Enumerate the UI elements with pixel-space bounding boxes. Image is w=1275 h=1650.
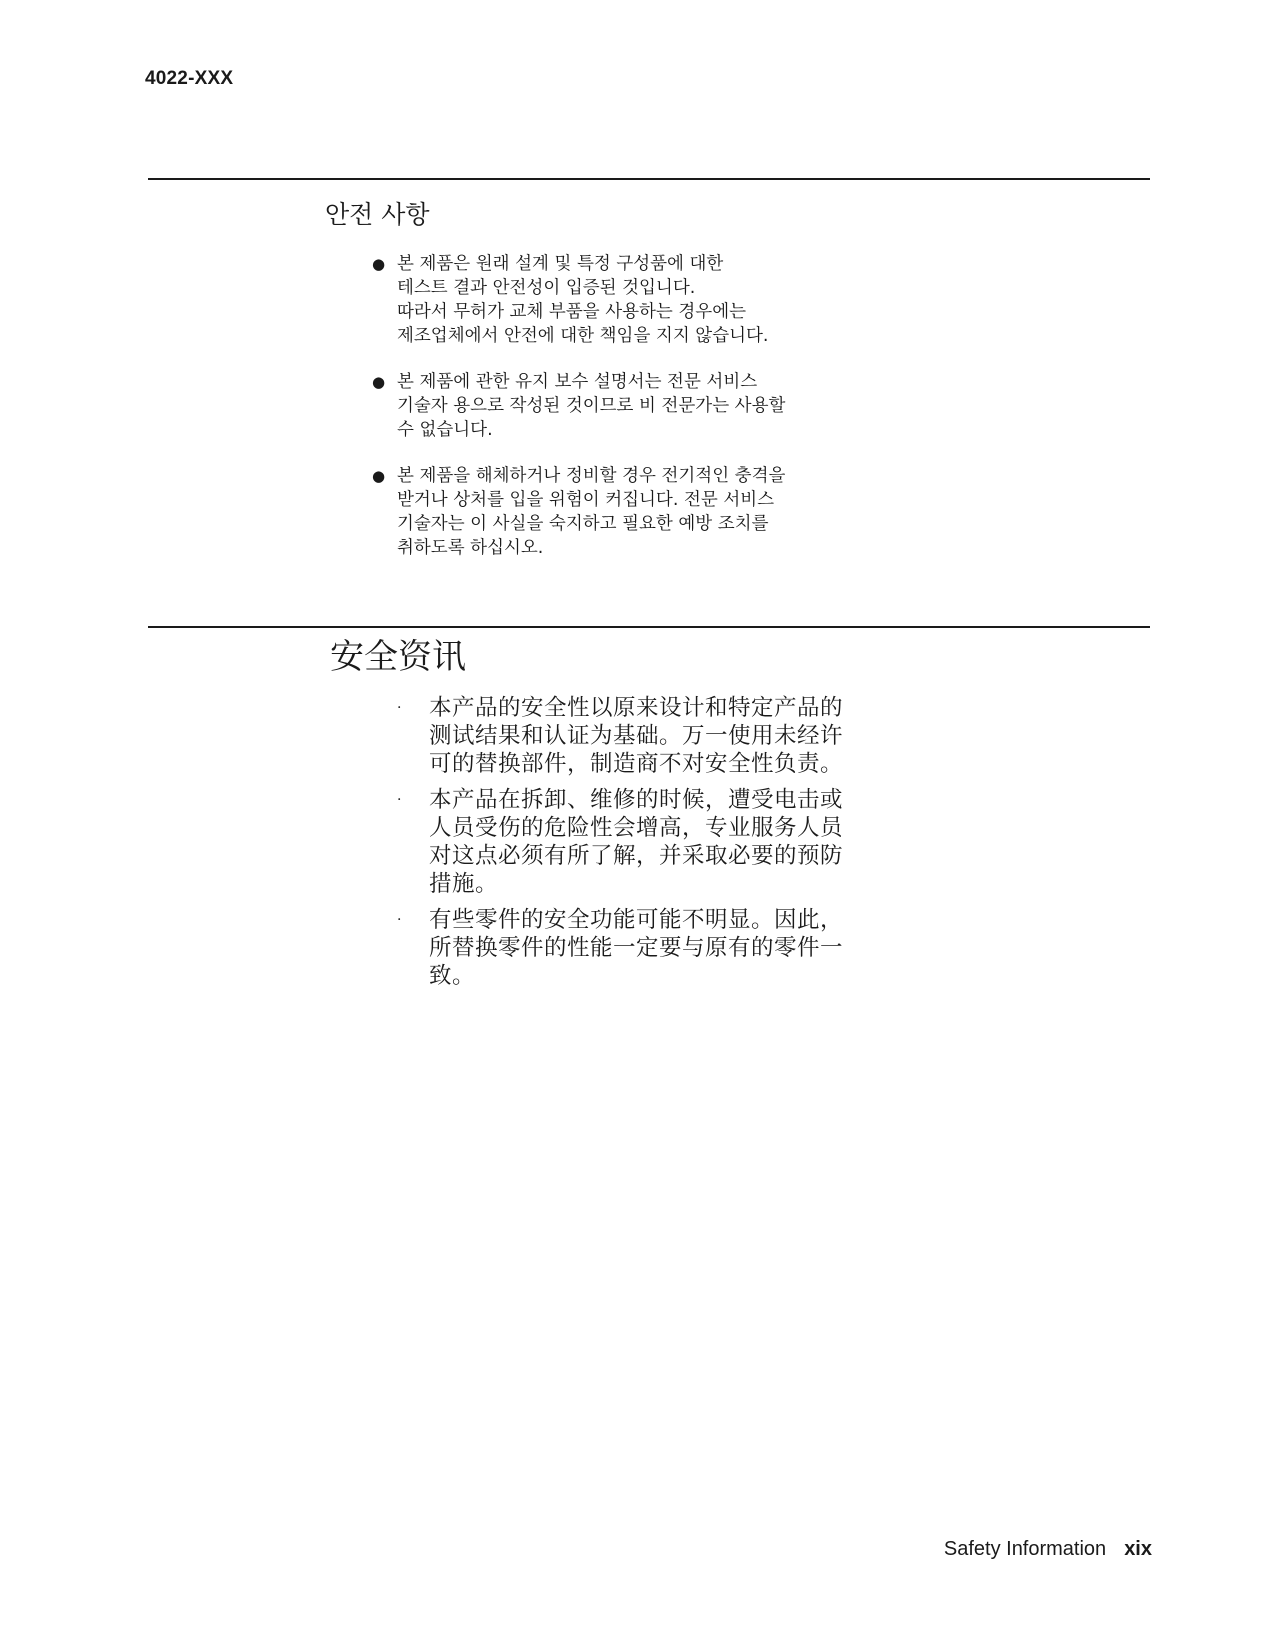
korean-section-title: 안전 사항 — [325, 200, 430, 229]
bullet-icon: ● — [372, 373, 386, 391]
footer-section-name: Safety Information — [943, 1538, 1107, 1560]
list-item-text: 본 제품에 관한 유지 보수 설명서는 전문 서비스 기술자 용으로 작성된 것이므로 비 전문가는 사용할 수 없습니다. — [397, 372, 786, 440]
bullet-icon: ● — [372, 255, 386, 273]
list-item — [395, 906, 885, 990]
bullet-icon: · — [397, 912, 402, 928]
page-number: xix — [1124, 1538, 1152, 1560]
page-footer — [944, 1538, 1152, 1561]
list-item — [372, 252, 852, 348]
korean-safety-list — [372, 252, 852, 582]
bullet-icon: ● — [372, 467, 386, 485]
list-item — [372, 464, 852, 560]
bullet-icon: · — [397, 792, 402, 808]
list-item — [395, 786, 885, 898]
list-item-text: 본 제품을 해체하거나 정비할 경우 전기적인 충격을 받거나 상처를 입을 위험이 커집니다. 전문 서비스 기술자는 이 사실을 숙지하고 필요한 예방 조치를 취하도록 하십시오. — [397, 466, 786, 558]
list-item — [395, 694, 885, 778]
section-divider-chinese — [148, 626, 1150, 628]
chinese-safety-list — [395, 694, 885, 998]
list-item-text: 본 제품은 원래 설계 및 특정 구성품에 대한 테스트 결과 안전성이 입증된 것입니다. 따라서 무허가 교체 부품을 사용하는 경우에는 제조업체에서 안전에 대한 책임을 지지 않습니다. — [397, 254, 769, 346]
bullet-icon: · — [397, 700, 402, 716]
model-id: 4022-XXX — [145, 68, 234, 89]
section-divider-korean — [148, 178, 1150, 180]
list-item-text: 本产品在拆卸、维修的时候，遭受电击或 人员受伤的危险性会增高，专业服务人员 对这点必须有所了解，并采取必要的预防 措施。 — [429, 787, 844, 897]
list-item — [372, 370, 852, 442]
list-item-text: 有些零件的安全功能可能不明显。因此， 所替换零件的性能一定要与原有的零件一 致。 — [429, 907, 844, 989]
list-item-text: 本产品的安全性以原来设计和特定产品的 测试结果和认证为基础。万一使用未经许 可的替换部件，制造商不对安全性负责。 — [429, 695, 844, 777]
chinese-section-title: 安全资讯 — [330, 637, 466, 677]
